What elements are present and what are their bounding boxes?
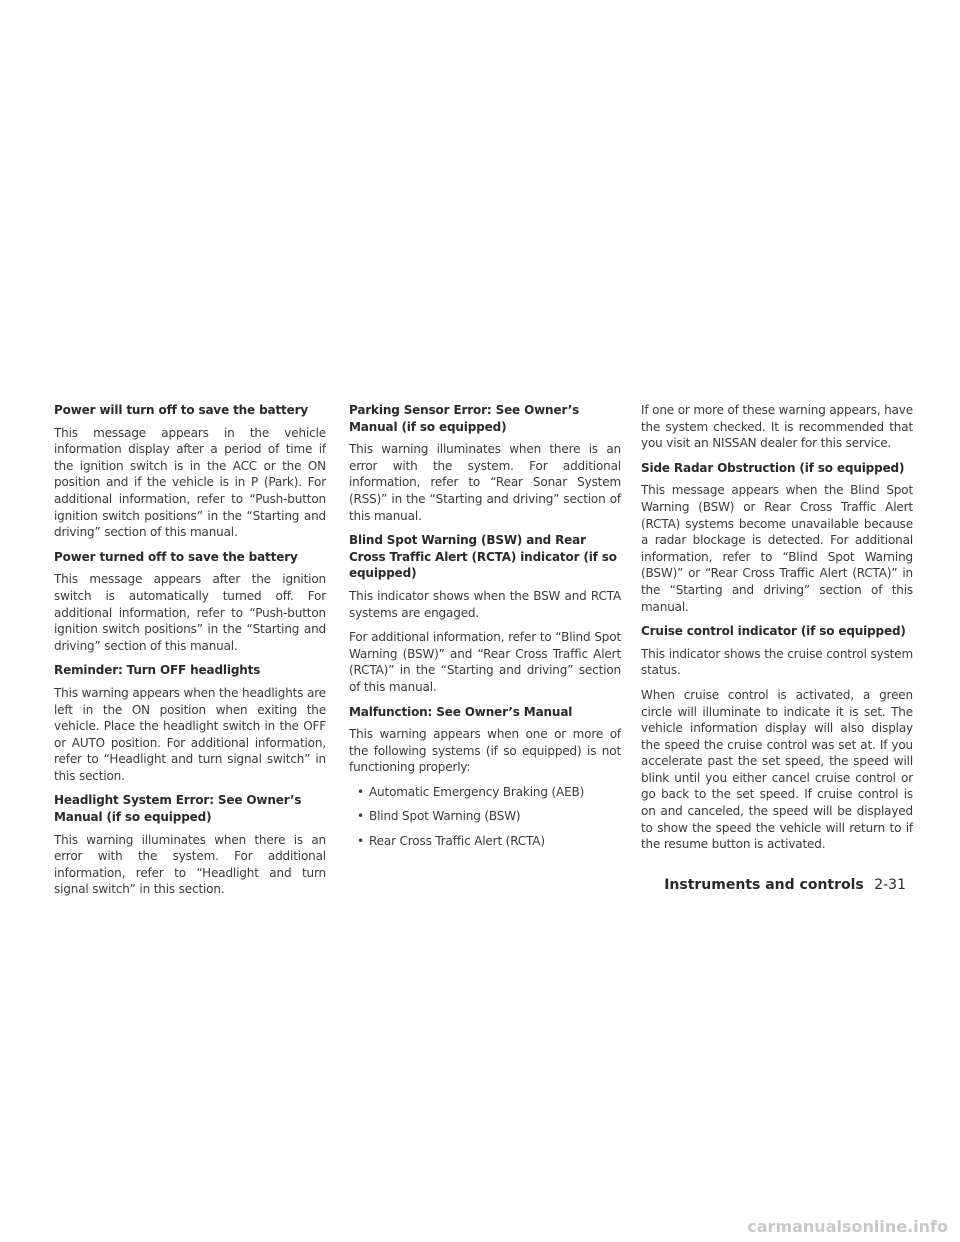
section-heading: Power will turn off to save the battery <box>54 403 309 417</box>
watermark: carmanualsonline.info <box>747 1217 948 1236</box>
bullet-text: Blind Spot Warning (BSW) <box>369 809 521 824</box>
body-paragraph: For additional information, refer to “Blind Spot Warning (BSW)” and “Rear Cross Traffic Alert (RCTA)” in the “Starting and driving” section of this manual. <box>349 630 621 694</box>
section-heading: Reminder: Turn OFF headlights <box>54 663 261 678</box>
body-paragraph: If one or more of these warning appears, have the system checked. It is recommended that you visit an NISSAN dealer for this service. <box>641 403 913 451</box>
body-paragraph: This warning illuminates when there is an error with the system. For additional information, refer to “Headlight and turn signal switch” in this section. <box>54 832 326 897</box>
section-heading: Headlight System Error: See Owner’s Manual (if so equipped) <box>54 793 302 825</box>
body-paragraph: This warning appears when the headlights are left in the ON position when exiting the vehicle. Place the headlight switch in the OFF or AUTO position. For additional information, refer to “Headlight and turn signal switch” in this section. <box>54 685 326 783</box>
bullet-list <box>349 784 621 850</box>
body-paragraph: This indicator shows when the BSW and RCTA systems are engaged. <box>349 588 621 620</box>
bullet-text: Automatic Emergency Braking (AEB) <box>369 784 585 799</box>
section-heading: Cruise control indicator (if so equipped) <box>641 624 906 639</box>
bullet-dot-icon: • <box>357 784 364 799</box>
bullet-text: Rear Cross Traffic Alert (RCTA) <box>369 834 545 849</box>
bullet-list-item <box>349 808 621 825</box>
bullet-list-item <box>349 784 621 801</box>
body-paragraph: This message appears after the ignition switch is automatically turned off. For additional information, refer to “Push-button ignition switch positions” in the “Starting and driving” section of this manual. <box>54 572 326 653</box>
body-paragraph: This message appears in the vehicle information display after a period of time if the ignition switch is in the ACC or the ON position and if the vehicle is in P (Park). For additional information, refer to “Push-button ignition switch positions” in the “Starting and driving” section of this manual. <box>54 425 326 540</box>
body-paragraph: This warning appears when one or more of the following systems (if so equipped) is not functioning properly: <box>349 727 621 775</box>
column-left <box>54 402 326 906</box>
bullet-dot-icon: • <box>357 834 364 849</box>
footer-section-title: Instruments and controls <box>664 877 864 893</box>
column-right <box>641 402 913 861</box>
bullet-dot-icon: • <box>357 809 364 824</box>
body-paragraph: This warning illuminates when there is an error with the system. For additional information, refer to “Rear Sonar System (RSS)” in the “Starting and driving” section of this manual. <box>349 442 621 523</box>
section-heading: Side Radar Obstruction (if so equipped) <box>641 460 905 475</box>
column-middle <box>349 402 621 858</box>
bullet-list-item <box>349 833 621 850</box>
section-heading: Parking Sensor Error: See Owner’s Manual (if so equipped) <box>349 403 580 434</box>
section-heading: Malfunction: See Owner’s Manual <box>349 704 573 719</box>
page-footer <box>664 877 906 893</box>
body-paragraph: When cruise control is activated, a green circle will illuminate to indicate it is set. The vehicle information display will also display the speed the cruise control was set at. If you accelerate past the set speed, the speed will blink until you either cancel cruise control or go back to the set speed. If cruise control is on and canceled, the speed will be displayed to show the speed the vehicle will return to if the resume button is activated. <box>641 687 913 852</box>
body-paragraph: This message appears when the Blind Spot Warning (BSW) or Rear Cross Traffic Alert (RCTA) systems become unavailable because a radar blockage is detected. For additional information, refer to “Blind Spot Warning (BSW)” or “Rear Cross Traffic Alert (RCTA)” in the “Starting and driving” section of this manual. <box>641 483 913 614</box>
body-paragraph: This indicator shows the cruise control system status. <box>641 646 913 678</box>
section-heading: Power turned off to save the battery <box>54 549 298 564</box>
footer-page-number: 2-31 <box>874 877 906 893</box>
section-heading: Blind Spot Warning (BSW) and Rear Cross Traffic Alert (RCTA) indicator (if so equipped) <box>349 533 617 581</box>
